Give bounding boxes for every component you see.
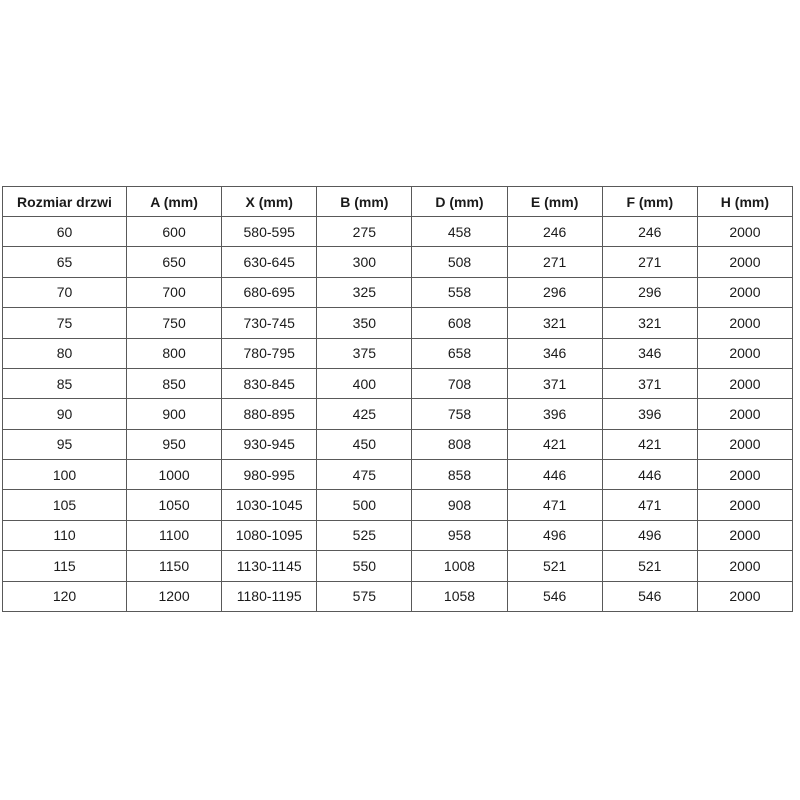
table-cell: 500: [317, 490, 412, 520]
table-cell: 421: [602, 429, 697, 459]
table-row: [3, 187, 793, 217]
table-cell: 275: [317, 217, 412, 247]
table-cell: 350: [317, 308, 412, 338]
table-cell: 1000: [127, 460, 222, 490]
table-cell: 850: [127, 368, 222, 398]
table-row: [3, 338, 793, 368]
table-cell: 65: [3, 247, 127, 277]
table-cell: 271: [602, 247, 697, 277]
table-cell: 421: [507, 429, 602, 459]
table-cell: 730-745: [222, 308, 317, 338]
table-cell: 110: [3, 520, 127, 550]
table-cell: 708: [412, 368, 507, 398]
table-cell: 396: [507, 399, 602, 429]
table-cell: 680-695: [222, 277, 317, 307]
table-cell: 296: [602, 277, 697, 307]
table-row: [3, 308, 793, 338]
table-cell: 1008: [412, 551, 507, 581]
table-cell: 80: [3, 338, 127, 368]
table-row: [3, 551, 793, 581]
column-header: D (mm): [412, 187, 507, 217]
table-cell: 780-795: [222, 338, 317, 368]
table-cell: 471: [602, 490, 697, 520]
table-cell: 396: [602, 399, 697, 429]
table-cell: 2000: [697, 490, 792, 520]
table-cell: 758: [412, 399, 507, 429]
table-cell: 880-895: [222, 399, 317, 429]
column-header: B (mm): [317, 187, 412, 217]
table-cell: 296: [507, 277, 602, 307]
table-cell: 300: [317, 247, 412, 277]
table-cell: 246: [602, 217, 697, 247]
table-cell: 321: [602, 308, 697, 338]
table-cell: 1030-1045: [222, 490, 317, 520]
table-cell: 1050: [127, 490, 222, 520]
table-cell: 115: [3, 551, 127, 581]
table-cell: 800: [127, 338, 222, 368]
table-cell: 496: [507, 520, 602, 550]
table-row: [3, 460, 793, 490]
table-cell: 2000: [697, 551, 792, 581]
table-cell: 1200: [127, 581, 222, 612]
table-row: [3, 368, 793, 398]
table-cell: 375: [317, 338, 412, 368]
door-dimensions-table: [2, 186, 793, 612]
column-header: F (mm): [602, 187, 697, 217]
table-cell: 750: [127, 308, 222, 338]
table-cell: 521: [602, 551, 697, 581]
table-cell: 550: [317, 551, 412, 581]
table-cell: 1150: [127, 551, 222, 581]
table-row: [3, 217, 793, 247]
table-row: [3, 277, 793, 307]
table-cell: 2000: [697, 277, 792, 307]
table-cell: 450: [317, 429, 412, 459]
column-header: Rozmiar drzwi: [3, 187, 127, 217]
table-cell: 446: [507, 460, 602, 490]
table-cell: 2000: [697, 429, 792, 459]
table-cell: 321: [507, 308, 602, 338]
table-cell: 475: [317, 460, 412, 490]
table-cell: 658: [412, 338, 507, 368]
table-cell: 900: [127, 399, 222, 429]
table-cell: 558: [412, 277, 507, 307]
table-cell: 120: [3, 581, 127, 612]
table-cell: 700: [127, 277, 222, 307]
table-cell: 1180-1195: [222, 581, 317, 612]
table-cell: 830-845: [222, 368, 317, 398]
table-cell: 1100: [127, 520, 222, 550]
table-row: [3, 520, 793, 550]
table-cell: 425: [317, 399, 412, 429]
table-cell: 650: [127, 247, 222, 277]
table-cell: 950: [127, 429, 222, 459]
table-cell: 60: [3, 217, 127, 247]
table-row: [3, 490, 793, 520]
table-cell: 371: [602, 368, 697, 398]
table-cell: 458: [412, 217, 507, 247]
table-cell: 325: [317, 277, 412, 307]
table-row: [3, 581, 793, 612]
table-row: [3, 429, 793, 459]
table-cell: 958: [412, 520, 507, 550]
table-cell: 858: [412, 460, 507, 490]
table-cell: 1058: [412, 581, 507, 612]
table-header-row: [3, 187, 793, 217]
table-cell: 496: [602, 520, 697, 550]
table-cell: 980-995: [222, 460, 317, 490]
table-cell: 630-645: [222, 247, 317, 277]
table-cell: 85: [3, 368, 127, 398]
table-cell: 75: [3, 308, 127, 338]
table-cell: 2000: [697, 520, 792, 550]
column-header: H (mm): [697, 187, 792, 217]
table-cell: 105: [3, 490, 127, 520]
table-cell: 2000: [697, 581, 792, 612]
table-cell: 100: [3, 460, 127, 490]
table-cell: 2000: [697, 247, 792, 277]
table-cell: 2000: [697, 368, 792, 398]
table-cell: 271: [507, 247, 602, 277]
table-cell: 580-595: [222, 217, 317, 247]
table-cell: 2000: [697, 399, 792, 429]
table-cell: 575: [317, 581, 412, 612]
table-cell: 508: [412, 247, 507, 277]
column-header: A (mm): [127, 187, 222, 217]
table-cell: 2000: [697, 308, 792, 338]
table-cell: 90: [3, 399, 127, 429]
table-cell: 908: [412, 490, 507, 520]
table-cell: 70: [3, 277, 127, 307]
table-cell: 546: [507, 581, 602, 612]
table-cell: 471: [507, 490, 602, 520]
column-header: X (mm): [222, 187, 317, 217]
table-cell: 346: [602, 338, 697, 368]
table-cell: 446: [602, 460, 697, 490]
table-cell: 400: [317, 368, 412, 398]
table-row: [3, 247, 793, 277]
table-cell: 1130-1145: [222, 551, 317, 581]
table-row: [3, 399, 793, 429]
table-body: [3, 217, 793, 612]
table-cell: 2000: [697, 338, 792, 368]
table-cell: 546: [602, 581, 697, 612]
table-cell: 2000: [697, 217, 792, 247]
table-cell: 525: [317, 520, 412, 550]
column-header: E (mm): [507, 187, 602, 217]
table-cell: 608: [412, 308, 507, 338]
table-cell: 346: [507, 338, 602, 368]
table-cell: 808: [412, 429, 507, 459]
table-cell: 1080-1095: [222, 520, 317, 550]
table-cell: 2000: [697, 460, 792, 490]
table-cell: 371: [507, 368, 602, 398]
table-cell: 600: [127, 217, 222, 247]
table-cell: 521: [507, 551, 602, 581]
table-cell: 246: [507, 217, 602, 247]
table-cell: 930-945: [222, 429, 317, 459]
table-cell: 95: [3, 429, 127, 459]
